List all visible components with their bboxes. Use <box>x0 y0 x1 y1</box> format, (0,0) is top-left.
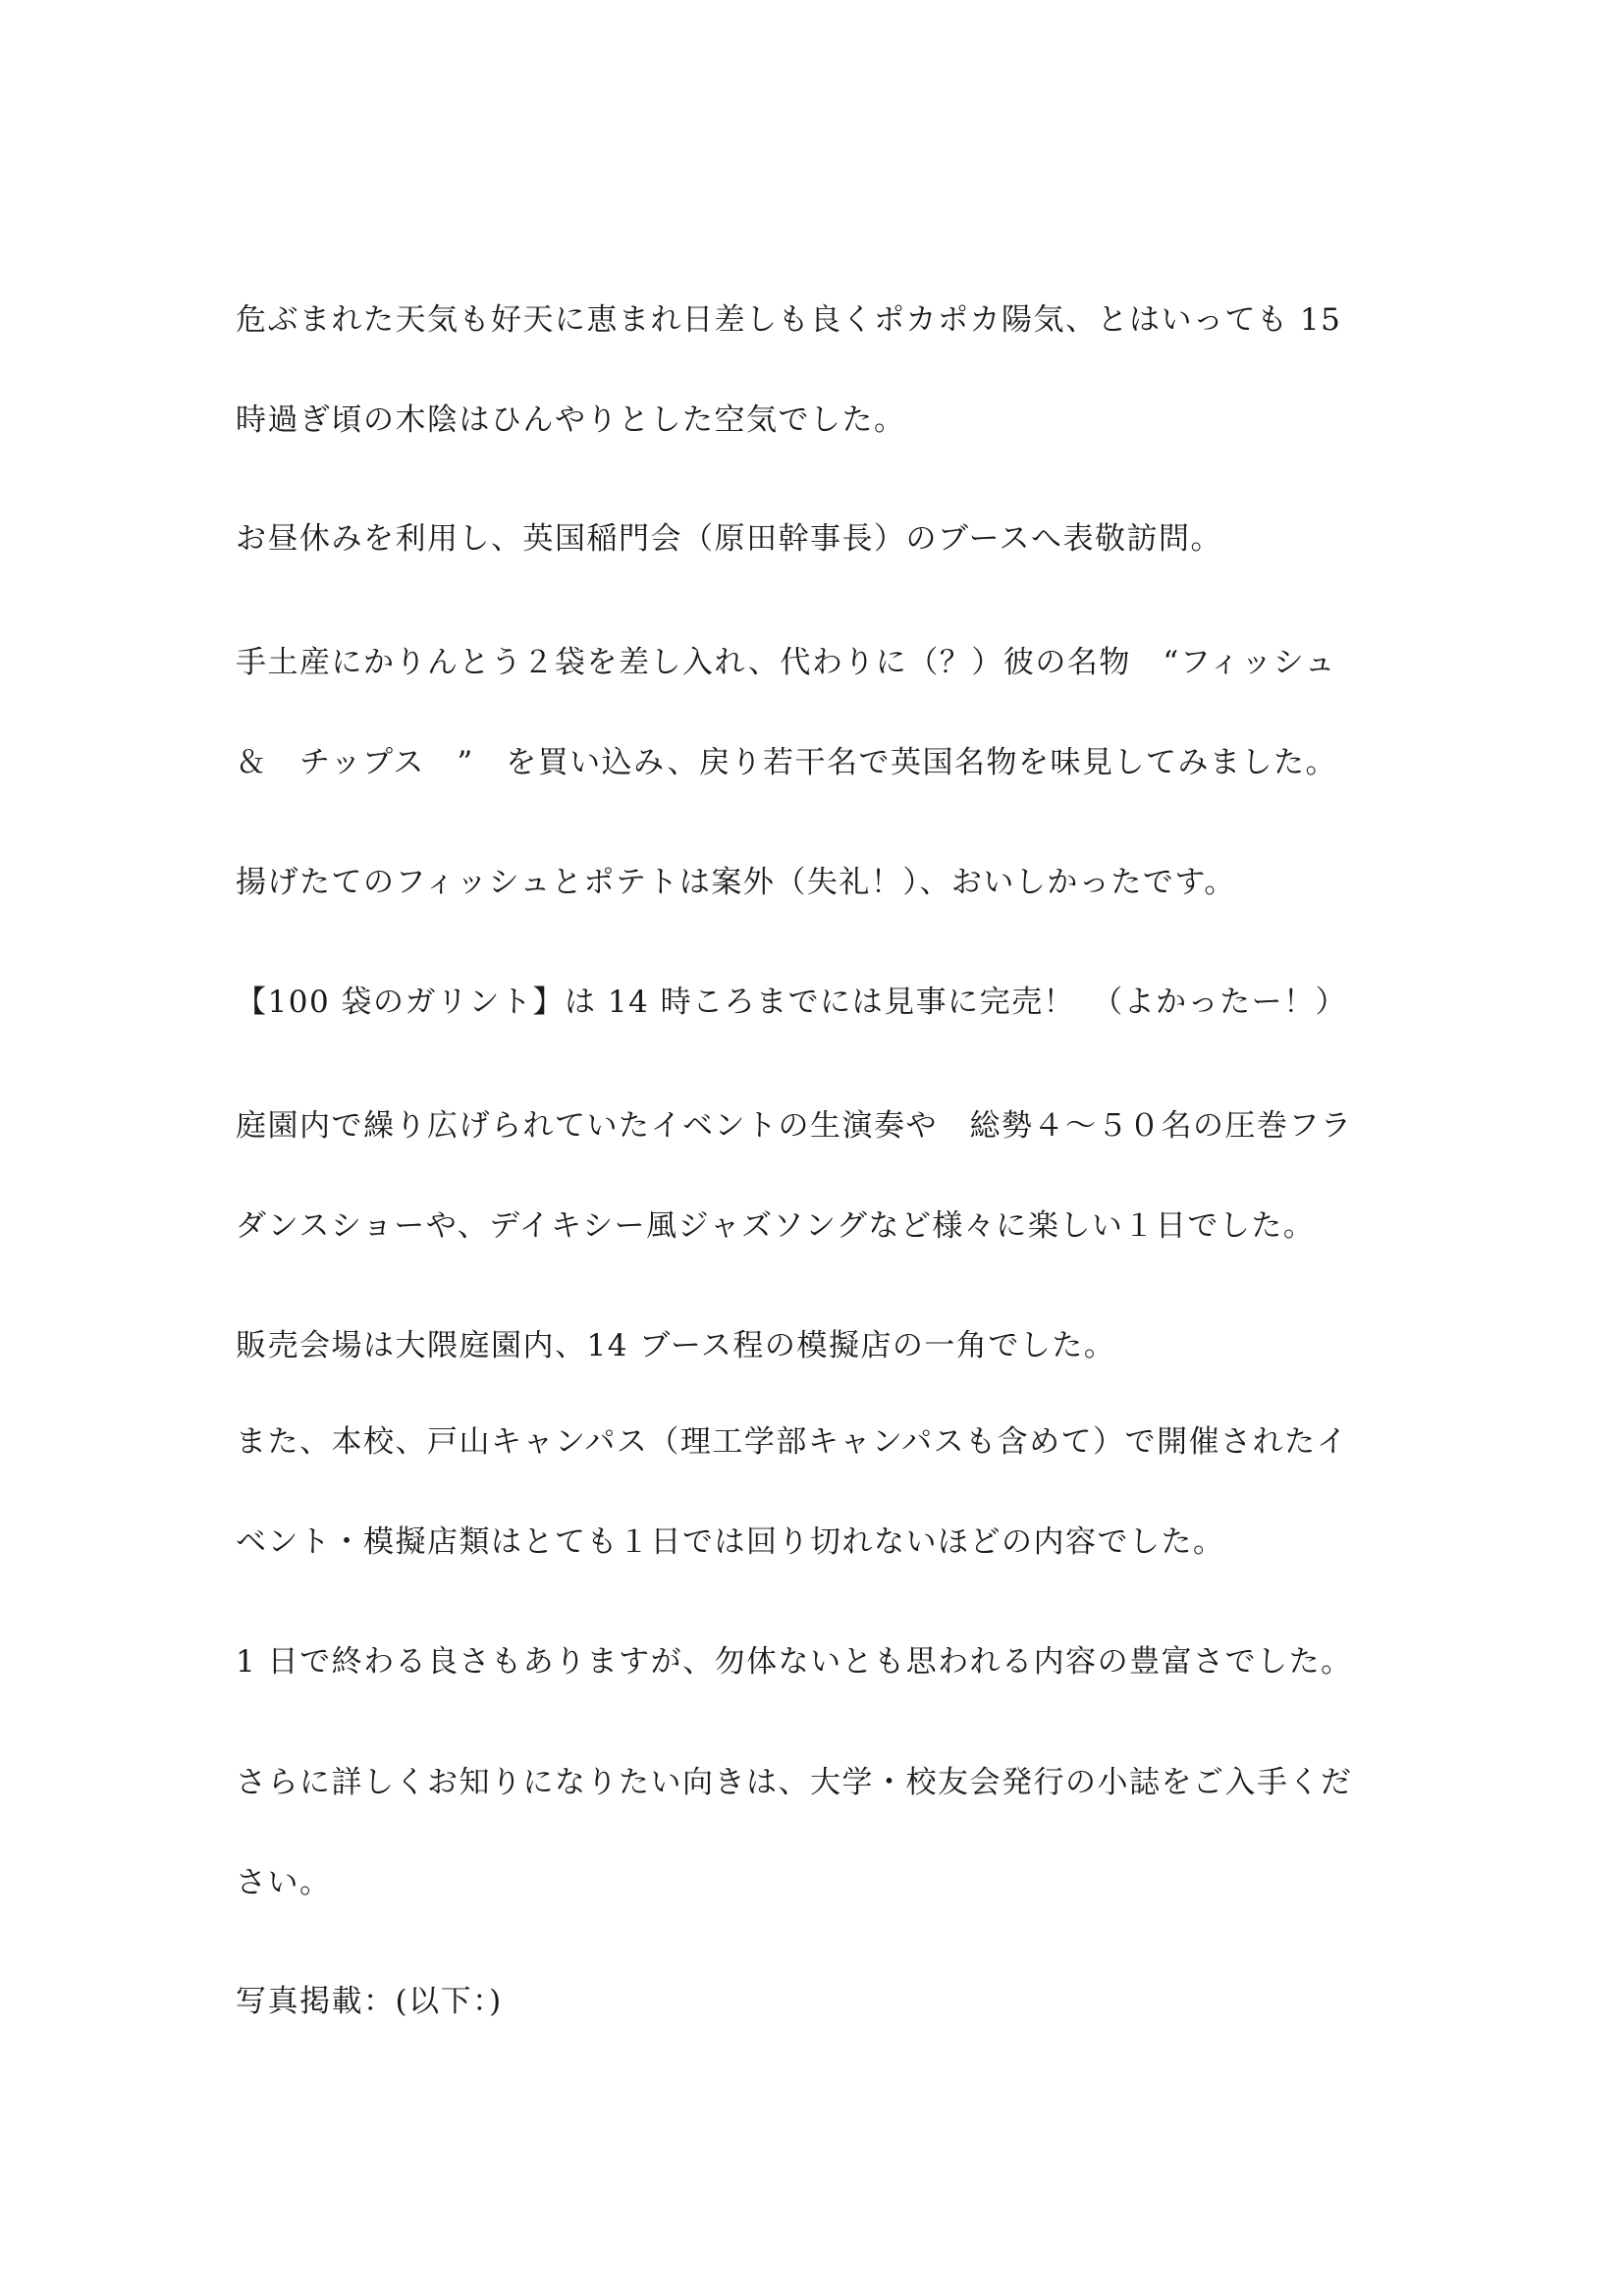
text-line: 庭園内で繰り広げられていたイベントの生演奏や 総勢４～５０名の圧巻フラ <box>236 1108 1353 1144</box>
text-line: さらに詳しくお知りになりたい向きは、大学・校友会発行の小誌をご入手くだ <box>236 1765 1353 1800</box>
text-line: ダンスショーや、デイキシー風ジャズソングなど様々に楽しい１日でした。 <box>236 1208 1316 1244</box>
text-line: ＆ チップス ” を買い込み、戻り若干名で英国名物を味見してみました。 <box>236 745 1338 780</box>
text-line: お昼休みを利用し、英国稲門会（原田幹事長）のブースへ表敬訪問。 <box>236 521 1223 557</box>
text-line: 危ぶまれた天気も好天に恵まれ日差しも良くポカポカ陽気、とはいっても 15 <box>236 302 1342 338</box>
text-line: 時過ぎ頃の木陰はひんやりとした空気でした。 <box>236 402 906 438</box>
text-line: 手土産にかりんとう２袋を差し入れ、代わりに（？）彼の名物 “フィッシュ <box>236 645 1337 680</box>
text-line: さい。 <box>236 1865 332 1900</box>
text-line: また、本校、戸山キャンパス（理工学部キャンパスも含めて）で開催されたイ <box>236 1424 1349 1460</box>
text-line: 写真掲載：(以下：) <box>236 1984 503 2019</box>
text-line: 【100 袋のガリント】は 14 時ころまでには見事に完売！ （よかったー！） <box>236 985 1348 1020</box>
text-line: 1 日で終わる良さもありますが、勿体ないとも思われる内容の豊富さでした。 <box>236 1644 1353 1680</box>
text-line: 販売会場は大隈庭園内、14 ブース程の模擬店の一角でした。 <box>236 1328 1116 1363</box>
text-line: ベント・模擬店類はとても１日では回り切れないほどの内容でした。 <box>236 1524 1225 1560</box>
text-line: 揚げたてのフィッシュとポテトは案外（失礼！）、おいしかったです。 <box>236 865 1236 900</box>
